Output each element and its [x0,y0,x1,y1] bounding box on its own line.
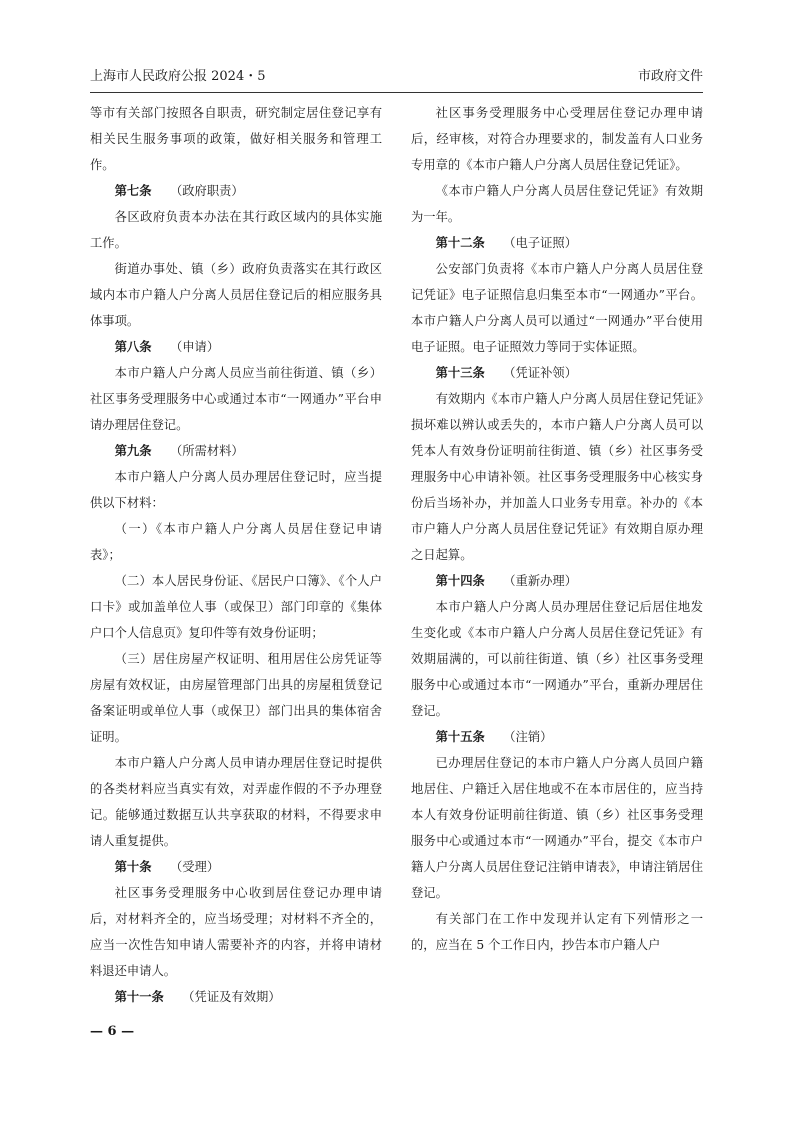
article-heading [90,984,382,1010]
right-column [411,100,703,958]
bulletin-title: 上海市人民政府公报 2024・5 [90,69,266,84]
page-number: — 6 — [90,1024,135,1039]
paragraph: 本市户籍人户分离人员应当前往街道、镇（乡）社区事务受理服务中心或通过本市“一网通办”平台申请办理居住登记。 [90,366,382,432]
paragraph: 本市户籍人户分离人员办理居住登记后居住地发生变化或《本市户籍人户分离人员居住登记凭证》有效期届满的，可以前往街道、镇（乡）社区事务受理服务中心或通过本市“一网通办”平台，重新办理居住登记。 [411,600,703,718]
article-number: 第七条 [114,183,152,198]
paragraph: 社区事务受理服务中心受理居住登记办理申请后，经审核，对符合办理要求的，制发盖有人口业务专用章的《本市户籍人户分离人员居住登记凭证》。 [411,106,703,172]
article-name: （所需材料） [169,444,244,458]
article-number: 第十一条 [114,989,164,1004]
article-heading [90,438,382,464]
article-number: 第十四条 [435,573,485,588]
article-number: 第九条 [114,443,152,458]
paragraph: （一）《本市户籍人户分离人员居住登记申请表》； [90,522,382,562]
paragraph-continuation: 等市有关部门按照各自职责，研究制定居住登记享有相关民生服务事项的政策，做好相关服务和管理工作。 [90,106,382,172]
paragraph: 各区政府负责本办法在其行政区域内的具体实施工作。 [90,210,382,250]
paragraph: 社区事务受理服务中心收到居住登记办理申请后，对材料齐全的，应当场受理；对材料不齐全的，应当一次性告知申请人需要补齐的内容，并将申请材料退还申请人。 [90,886,382,978]
article-name: （注销） [503,730,553,744]
paragraph: 《本市户籍人户分离人员居住登记凭证》有效期为一年。 [411,184,703,224]
paragraph: 有效期内《本市户籍人户分离人员居住登记凭证》损坏难以辨认或丢失的，本市户籍人户分离人员可以凭本人有效身份证明前往街道、镇（乡）社区事务受理服务中心申请补领。社区事务受理服务中心核实身份后当场补办，并加盖人口业务专用章。补办的《本市户籍人户分离人员居住登记凭证》有效期自原办理之日起算。 [411,392,703,562]
article-heading [411,360,703,386]
article-number: 第八条 [114,339,152,354]
article-heading [90,854,382,880]
article-heading [90,178,382,204]
article-heading [90,334,382,360]
section-label: 市政府文件 [637,69,703,84]
article-name: （凭证及有效期） [182,990,281,1004]
running-header [90,66,703,88]
article-name: （受理） [169,860,220,874]
article-heading [411,230,703,256]
paragraph: 本市户籍人户分离人员申请办理居住登记时提供的各类材料应当真实有效，对弄虚作假的不予办理登记。能够通过数据互认共享获取的材料，不得要求申请人重复提供。 [90,756,382,848]
paragraph: （三）居住房屋产权证明、租用居住公房凭证等房屋有效权证，由房屋管理部门出具的房屋租赁登记备案证明或单位人事（或保卫）部门出具的集体宿舍证明。 [90,652,382,744]
paragraph: 街道办事处、镇（乡）政府负责落实在其行政区域内本市户籍人户分离人员居住登记后的相应服务具体事项。 [90,262,382,328]
paragraph: 本市户籍人户分离人员办理居住登记时，应当提供以下材料： [90,470,382,510]
paragraph: 已办理居住登记的本市户籍人户分离人员回户籍地居住、户籍迁入居住地或不在本市居住的，应当持本人有效身份证明前往街道、镇（乡）社区事务受理服务中心或通过本市“一网通办”平台，提交《本市户籍人户分离人员居住登记注销申请表》，申请注销居住登记。 [411,756,703,900]
header-divider [90,92,703,93]
paragraph: 有关部门在工作中发现并认定有下列情形之一的，应当在 5 个工作日内，抄告本市户籍人户 [411,912,703,952]
article-name: （凭证补领） [503,366,578,380]
article-number: 第十二条 [435,235,485,250]
article-name: （申请） [169,340,220,354]
article-number: 第十条 [114,859,152,874]
left-column [90,100,382,1010]
article-heading [411,568,703,594]
article-number: 第十五条 [435,729,485,744]
article-name: （政府职责） [169,184,244,198]
paragraph: 公安部门负责将《本市户籍人户分离人员居住登记凭证》电子证照信息归集至本市“一网通办”平台。本市户籍人户分离人员可以通过“一网通办”平台使用电子证照。电子证照效力等同于实体证照。 [411,262,703,354]
article-name: （电子证照） [503,236,578,250]
article-number: 第十三条 [435,365,485,380]
article-name: （重新办理） [503,574,578,588]
paragraph: （二）本人居民身份证、《居民户口簿》、《个人户口卡》或加盖单位人事（或保卫）部门印章的《集体户口个人信息页》复印件等有效身份证明； [90,574,382,640]
article-heading [411,724,703,750]
